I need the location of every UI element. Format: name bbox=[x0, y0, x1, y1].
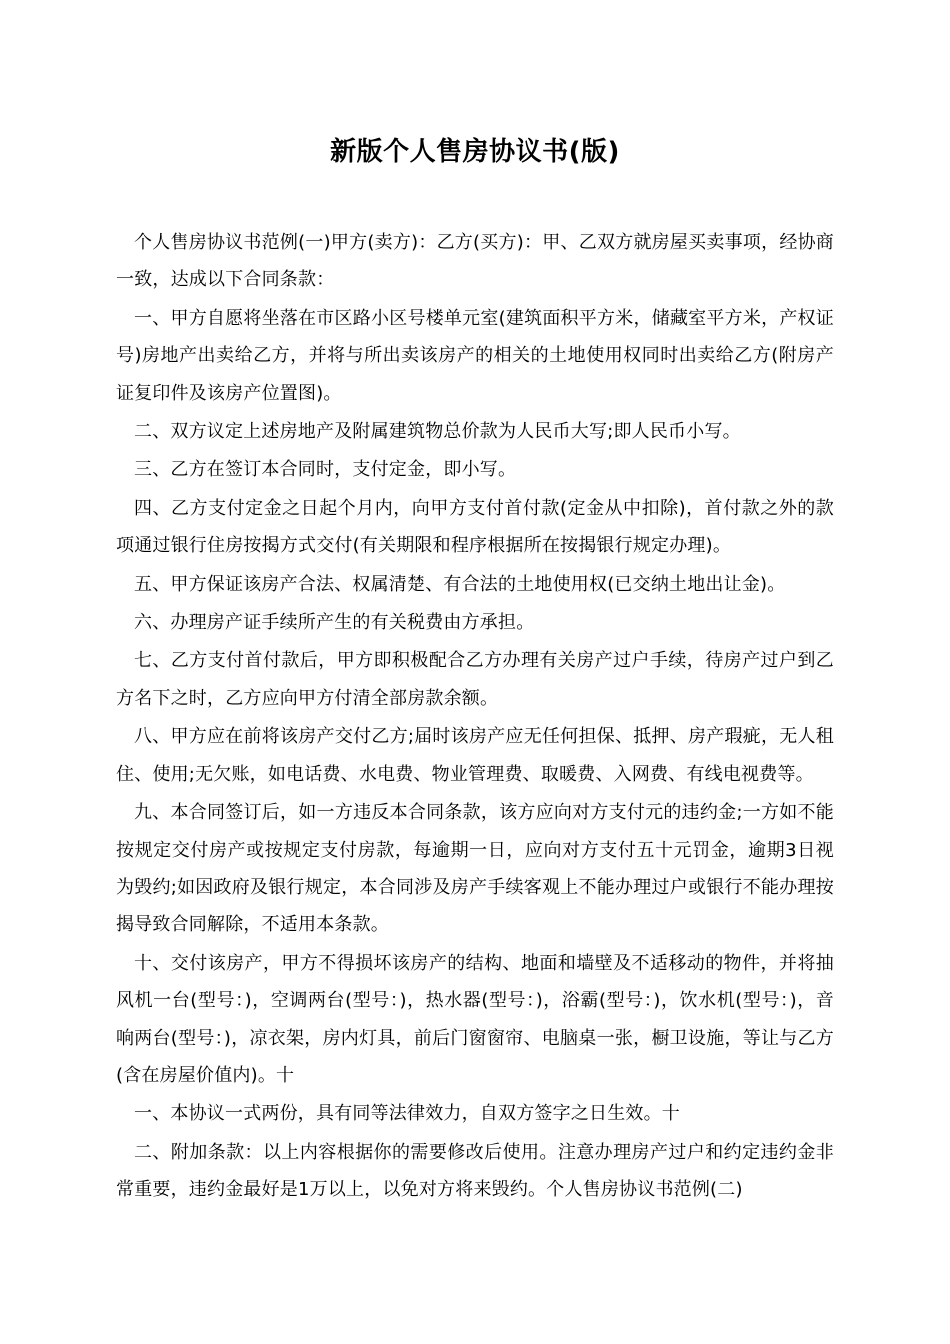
paragraph-clause-1: 一、甲方自愿将坐落在市区路小区号楼单元室(建筑面积平方米，储藏室平方米，产权证号)房地产出卖给乙方，并将与所出卖该房产的相关的土地使用权同时出卖给乙方(附房产证复印件及该房产位置图)。 bbox=[116, 307, 834, 404]
paragraph-clause-9: 九、本合同签订后，如一方违反本合同条款，该方应向对方支付元的违约金;一方如不能按规定交付房产或按规定支付房款，每逾期一日，应向对方支付五十元罚金，逾期3日视为毁约;如因政府及银行规定，本合同涉及房产手续客观上不能办理过户或银行不能办理按揭导致合同解除，不适用本条款。 bbox=[116, 802, 834, 936]
paragraph-clause-4: 四、乙方支付定金之日起个月内，向甲方支付首付款(定金从中扣除)，首付款之外的款项通过银行住房按揭方式交付(有关期限和程序根据所在按揭银行规定办理)。 bbox=[116, 497, 834, 557]
paragraph-clause-7: 七、乙方支付首付款后，甲方即积极配合乙方办理有关房产过户手续，待房产过户到乙方名下之时，乙方应向甲方付清全部房款余额。 bbox=[116, 650, 834, 709]
document-title: 新版个人售房协议书(版) bbox=[330, 137, 620, 167]
paragraph-clause-10: 十、交付该房产，甲方不得损坏该房产的结构、地面和墙壁及不适移动的物件，并将抽风机一台(型号：)，空调两台(型号：)，热水器(型号：)，浴霸(型号：)，饮水机(型号：)，音响两台(型号：)，凉衣架，房内灯具，前后门窗窗帘、电脑桌一张，橱卫设施，等让与乙方(含在房屋价值内)。十 bbox=[116, 952, 834, 1086]
paragraph-clause-2: 二、双方议定上述房地产及附属建筑物总价款为人民币大写;即人民币小写。 bbox=[134, 421, 741, 443]
paragraph-clause-6: 六、办理房产证手续所产生的有关税费由方承担。 bbox=[134, 612, 535, 634]
paragraph-clause-8: 八、甲方应在前将该房产交付乙方;届时该房产应无任何担保、抵押、房产瑕疵，无人租住、使用;无欠账，如电话费、水电费、物业管理费、取暖费、入网费、有线电视费等。 bbox=[116, 726, 834, 785]
paragraph-clause-3: 三、乙方在签订本合同时，支付定金，即小写。 bbox=[134, 459, 517, 481]
paragraph-intro: 个人售房协议书范例(一)甲方(卖方)：乙方(买方)：甲、乙双方就房屋买卖事项，经协商一致，达成以下合同条款： bbox=[116, 232, 834, 291]
document-body bbox=[116, 224, 834, 1210]
paragraph-clause-11: 一、本协议一式两份，具有同等法律效力，自双方签字之日生效。十 bbox=[134, 1103, 680, 1125]
paragraph-clause-5: 五、甲方保证该房产合法、权属清楚、有合法的土地使用权(已交纳土地出让金)。 bbox=[134, 573, 786, 595]
paragraph-clause-12: 二、附加条款：以上内容根据你的需要修改后使用。注意办理房产过户和约定违约金非常重要，违约金最好是1万以上，以免对方将来毁约。个人售房协议书范例(二) bbox=[116, 1141, 834, 1201]
